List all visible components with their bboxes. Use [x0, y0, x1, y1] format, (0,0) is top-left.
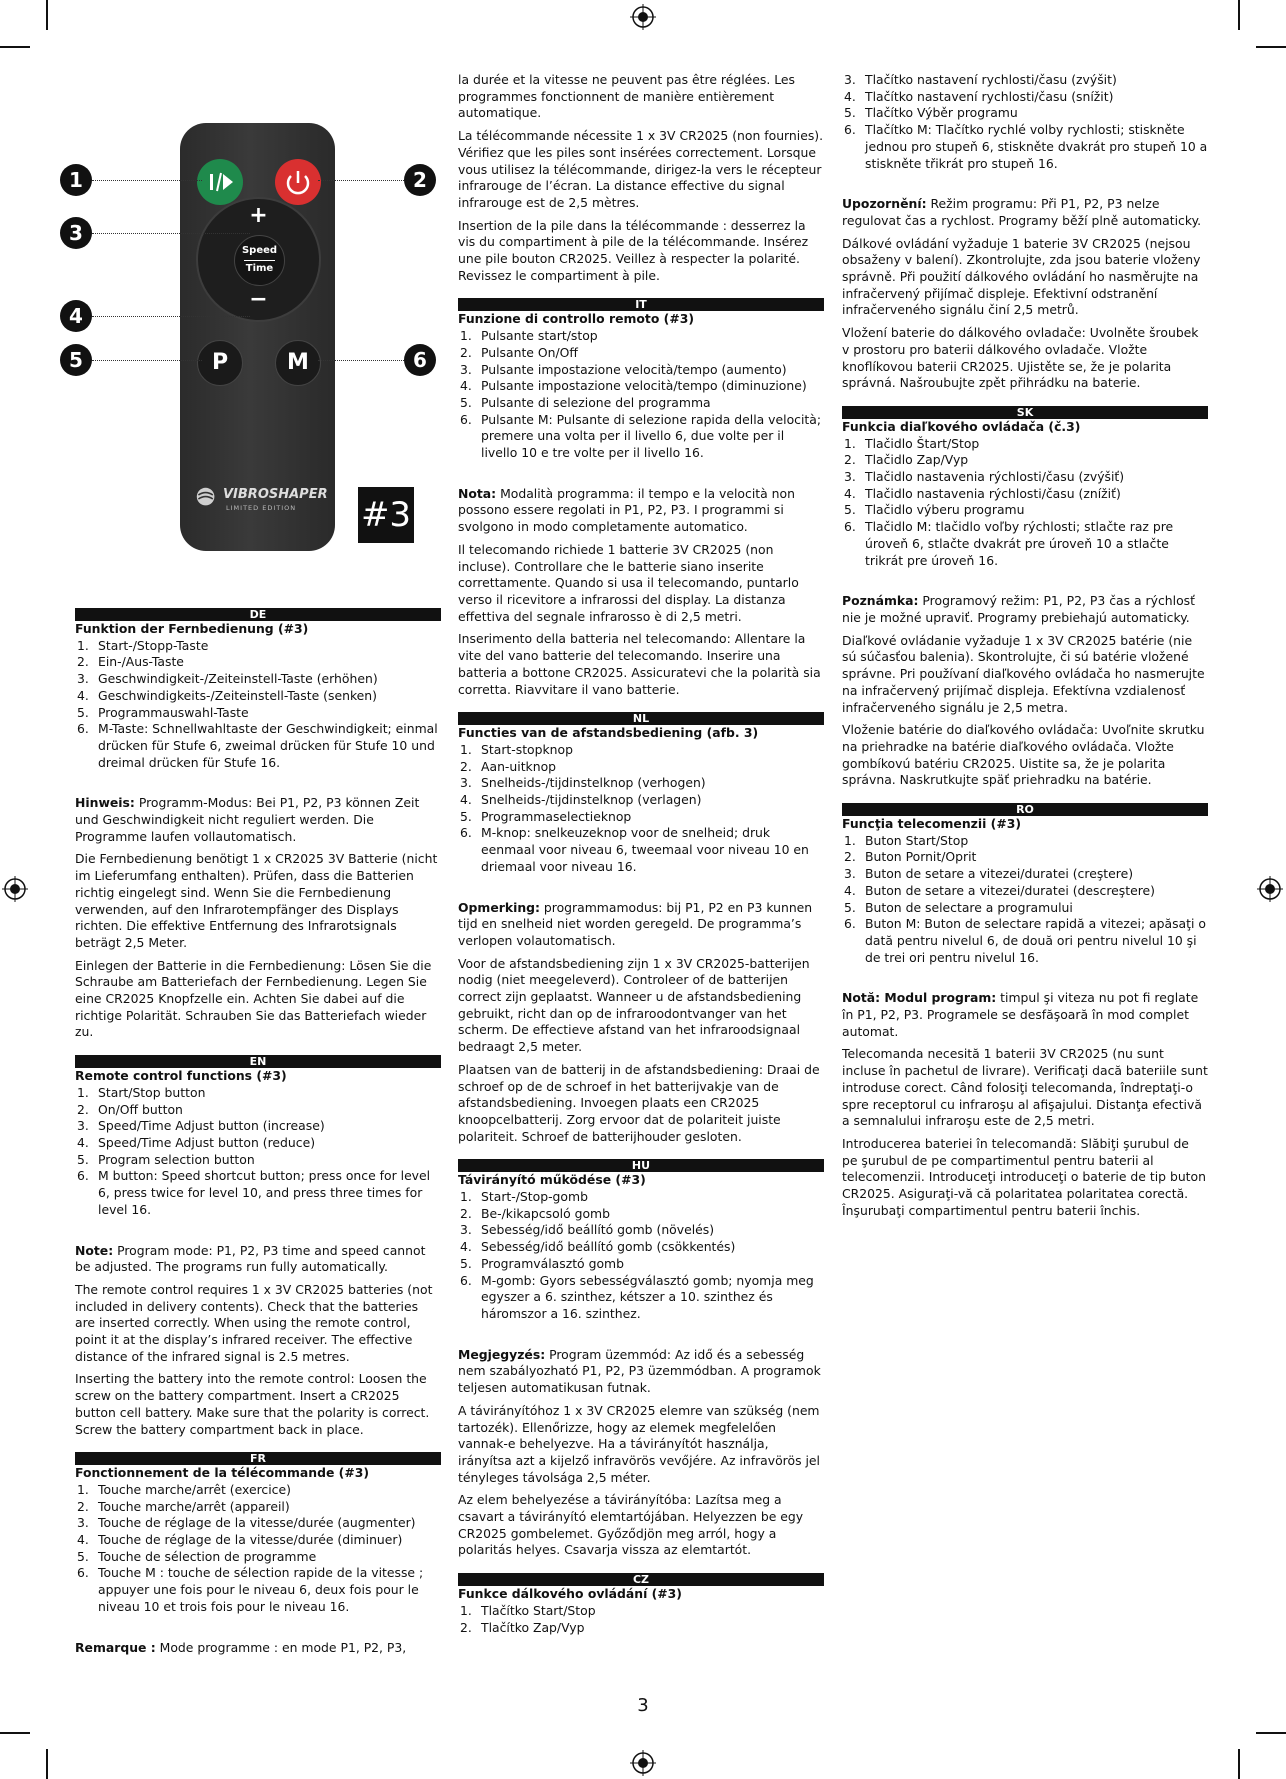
paragraph: Insertion de la pile dans la télécommande : desserrez la vis du compartiment à pile de la télécommande. Insérez une pile bouton CR2025. Veillez à respecter la polarité. Revissez le compartiment à pile.: [458, 217, 809, 283]
list-item: 5. Program selection button: [77, 1151, 255, 1167]
crop-mark: [1238, 1749, 1240, 1779]
crop-mark: [1238, 0, 1240, 30]
paragraph: La télécommande nécessite 1 x 3V CR2025 (non fournies). Vérifiez que les piles sont insérées correctement. Lorsque vous utilisez la télécommande, dirigez-la vers le récepteur infrarouge de l’écran. La distance effective du signal infrarouge est de 2,5 mètres.: [458, 128, 824, 210]
list-item: 6. M-Taste: Schnellwahltaste der Geschwindigkeit; einmal drücken für Stufe 6, zweimal drücken für Stufe 10 und dreimal drücken für Stufe 16.: [77, 721, 438, 770]
paragraph: Introducerea bateriei în telecomandă: Slăbiţi şurubul de pe şurubul de pe compartimentul pentru baterii al telecomenzii. Introduceţi introduceţi o baterie de tip buton CR2025. Asiguraţi-vă că polaritatea polaritatea corectă. Înşurubaţi compartimentul pentru baterii închis.: [842, 1135, 1206, 1218]
note-paragraph: Notă: Modul program: timpul şi viteza nu pot fi reglate în P1, P2, P3. Programele se desfăşoară în mod complet automat.: [842, 990, 1199, 1039]
section-nl: [458, 712, 824, 1145]
list-item: 5. Programmaselectieknop: [460, 808, 632, 824]
function-list: [842, 72, 1208, 172]
paragraph: Il telecomando richiede 1 batterie 3V CR2025 (non incluse). Controllare che le batterie siano inserite correttamente. Quando si usa il telecomando, puntarlo verso il ricevitore a infrarossi del display. La distanza effettiva del segnale infrarosso è di 2,5 metri.: [458, 541, 799, 624]
function-list: [458, 742, 824, 876]
note-paragraph: Note: Program mode: P1, P2, P3 time and speed cannot be adjusted. The programs run fully automatically.: [75, 1242, 426, 1275]
paragraph: A távirányítóhoz 1 x 3V CR2025 elemre van szükség (nem tartozék). Ellenőrizze, hogy az elemek megfelelően vannak-e behelyezve. Ha a távirányítót használja, irányítsa azt a kijelző infravörös vevőjére. Az infravörös jel tényleges távolsága 2,5 méter.: [458, 1402, 820, 1485]
callout-5: 5: [60, 344, 92, 376]
leader-line: [318, 180, 404, 181]
list-item: 4. Tlačidlo nastavenia rýchlosti/času (znížiť): [844, 485, 1121, 501]
paragraph: Dálkové ovládání vyžaduje 1 baterie 3V CR2025 (nejsou obsaženy v balení). Zkontrolujte, zda jsou baterie vloženy správně. Při použití dálkového ovládání ho nasměrujte na infračervený přijímač displeje. Efektivní odstranění infračerveného signálu činí 2,5 metrů.: [842, 235, 1201, 318]
section-fr-continued: [458, 72, 824, 284]
list-item: 6. Tlačítko M: Tlačítko rychlé volby rychlosti; stiskněte jednou pro stupeň 6, stiskněte dvakrát pro stupeň 10 a stiskněte třikrát pro stupeň 16.: [844, 122, 1208, 171]
list-item: 3. Buton de setare a vitezei/duratei (creştere): [844, 866, 1134, 882]
section-ro: [842, 803, 1208, 1219]
figure-number: #3: [358, 487, 414, 543]
list-item: 6. M-gomb: Gyors sebességválasztó gomb; nyomja meg egyszer a 6. szinthez, kétszer a 10. szinthez és háromszor a 16. szinthez.: [460, 1272, 814, 1321]
list-item: 3. Geschwindigkeit-/Zeiteinstell-Taste (erhöhen): [77, 671, 378, 687]
note-paragraph: Upozornění: Režim programu: Při P1, P2, P3 nelze regulovat čas a rychlost. Programy běží plně automaticky.: [842, 196, 1202, 228]
brand-name: VIBROSHAPER: [223, 487, 328, 502]
list-item: 4. Buton de setare a vitezei/duratei (descreştere): [844, 882, 1155, 898]
page-number: 3: [637, 1695, 649, 1716]
m-button: [275, 340, 321, 386]
list-item: 3. Pulsante impostazione velocità/tempo (aumento): [460, 361, 787, 377]
increase-label: +: [249, 203, 268, 228]
list-item: 6. Tlačidlo M: tlačidlo voľby rýchlosti; stlačte raz pre úroveň 6, stlačte dvakrát pre úroveň 10 a stlačte trikrát pre úroveň 16.: [844, 519, 1174, 568]
function-list: [458, 1603, 824, 1636]
function-list: [75, 1482, 441, 1616]
list-item: 5. Tlačítko Výběr programu: [844, 105, 1018, 121]
note-paragraph: Poznámka: Programový režim: P1, P2, P3 čas a rýchlosť nie je možné upraviť. Programy prebiehajú automaticky.: [842, 593, 1195, 625]
list-item: 5. Pulsante di selezione del programma: [460, 394, 711, 410]
list-item: 5. Programválasztó gomb: [460, 1255, 624, 1271]
speed-label: Speed: [241, 245, 278, 256]
section-title: Funktion der Fernbedienung (#3): [75, 621, 309, 636]
crop-mark: [46, 1749, 48, 1779]
language-bar: HU: [458, 1159, 824, 1172]
list-item: 3. Sebesség/idő beállító gomb (növelés): [460, 1222, 715, 1238]
paragraph: The remote control requires 1 x 3V CR2025 batteries (not included in delivery contents). Check that the batteries are inserted correctly. When using the remote control, point it at the display’s infrared receiver. The effective distance of the infrared signal is 2.5 metres.: [75, 1281, 433, 1364]
column-3: [842, 72, 1208, 1233]
list-item: 3. Tlačítko nastavení rychlosti/času (zvýšit): [844, 72, 1117, 87]
list-item: 5. Buton de selectare a programului: [844, 899, 1073, 915]
crop-mark: [0, 46, 30, 48]
program-button-label: P: [211, 350, 229, 375]
section-title: Functies van de afstandsbediening (afb. 3): [458, 725, 759, 741]
function-list: [75, 638, 441, 772]
section-cz-continued: [842, 72, 1208, 392]
paragraph: Einlegen der Batterie in die Fernbedienung: Lösen Sie die Schraube am Batteriefach der Fernbedienung. Legen Sie eine CR2025 Knopfzelle ein. Achten Sie dabei auf die richtige Polarität. Schrauben Sie das Batteriefach wieder zu.: [75, 957, 432, 1040]
list-item: 6. Touche M : touche de sélection rapide de la vitesse ; appuyer une fois pour le niveau 6, deux fois pour le niveau 10 et trois fois pour le niveau 16.: [77, 1565, 424, 1614]
crop-mark: [0, 1732, 30, 1734]
list-item: 4. Speed/Time Adjust button (reduce): [77, 1134, 316, 1150]
language-bar: IT: [458, 298, 824, 311]
speed-time-dial: [196, 197, 321, 322]
function-list: [458, 328, 824, 462]
paragraph: Plaatsen van de batterij in de afstandsbediening: Draai de schroef op de de schroef in het batterijvakje van de afstandsbediening. Invoegen plaats een CR2025 knoopcelbatterij. Zorg ervoor dat de polariteit juiste polariteit. Schroef de batterijhouder gesloten.: [458, 1061, 820, 1144]
start-stop-icon: [197, 159, 243, 205]
list-item: 2. Aan-uitknop: [460, 758, 557, 774]
registration-mark-icon: [2, 876, 28, 902]
section-cz: [458, 1573, 824, 1636]
list-item: 5. Touche de sélection de programme: [77, 1548, 317, 1564]
list-item: 2. Pulsante On/Off: [460, 344, 578, 360]
power-icon: [275, 159, 321, 205]
language-bar: SK: [842, 406, 1208, 419]
paragraph: la durée et la vitesse ne peuvent pas être réglées. Les programmes fonctionnent de manière entièrement automatique.: [458, 72, 795, 121]
list-item: 3. Snelheids-/tijdinstelknop (verhogen): [460, 775, 706, 791]
note-paragraph: Opmerking: programmamodus: bij P1, P2 en P3 kunnen tijd en snelheid niet worden geregeld. De programma’s verlopen volautomatisch.: [458, 899, 813, 948]
list-item: 1. Start-/Stop-gomb: [460, 1189, 588, 1205]
list-item: 1. Start-stopknop: [460, 741, 573, 757]
list-item: 3. Touche de réglage de la vitesse/durée (augmenter): [77, 1515, 416, 1531]
list-item: 2. Tlačítko Zap/Vyp: [460, 1619, 585, 1635]
list-item: 4. Snelheids-/tijdinstelknop (verlagen): [460, 792, 702, 808]
leader-line: [92, 180, 202, 181]
function-list: [842, 833, 1208, 967]
leader-line: [92, 316, 250, 317]
paragraph: Telecomanda necesită 1 baterii 3V CR2025 (nu sunt incluse în pachetul de livrare). Verificaţi dacă bateriile sunt introduse corect. Când folosiţi telecomanda, îndreptaţi-o spre receptorul cu infraroşu al afişajului. Distanţa efectivă a semnalului infraroşu este de 2,5 metri.: [842, 1046, 1208, 1129]
registration-mark-icon: [630, 1750, 656, 1776]
registration-mark-icon: [1257, 876, 1283, 902]
language-bar: EN: [75, 1055, 441, 1068]
list-item: 1. Touche marche/arrêt (exercice): [77, 1481, 291, 1497]
section-fr: [75, 1452, 441, 1656]
list-item: 4. Tlačítko nastavení rychlosti/času (snížit): [844, 88, 1114, 104]
section-it: [458, 298, 824, 698]
paragraph: Inserimento della batteria nel telecomando: Allentare la vite del vano batterie del telecomando. Inserire una batteria a bottone CR2025. Assicuratevi che la polarità sia corretta. Riavvitare il vano batterie.: [458, 631, 821, 697]
note-paragraph: Nota: Modalità programma: il tempo e la velocità non possono essere regolati in P1, P2, P3. I programmi si svolgono in modo completamente automatico.: [458, 485, 795, 535]
start-stop-button: [197, 159, 243, 205]
callout-6: 6: [404, 344, 436, 376]
note-paragraph: Remarque : Mode programme : en mode P1, P2, P3,: [75, 1639, 407, 1655]
leader-line: [92, 233, 250, 234]
column-1: [75, 608, 441, 1670]
callout-4: 4: [60, 300, 92, 332]
callout-2: 2: [404, 164, 436, 196]
language-bar: DE: [75, 608, 441, 621]
remote-control-figure: [60, 115, 440, 555]
function-list: [842, 436, 1208, 570]
power-button: [275, 159, 321, 205]
section-hu: [458, 1159, 824, 1559]
paragraph: Inserting the battery into the remote control: Loosen the screw on the battery compartment. Insert a CR2025 button cell battery. Make sure that the polarity is correct. Screw the battery compartment back in place.: [75, 1371, 430, 1437]
list-item: 4. Pulsante impostazione velocità/tempo (diminuzione): [460, 378, 807, 394]
list-item: 5. Tlačidlo výberu programu: [844, 502, 1025, 518]
leader-line: [92, 360, 202, 361]
callout-1: 1: [60, 164, 92, 196]
list-item: 1. Start/Stop button: [77, 1084, 206, 1100]
function-list: [458, 1189, 824, 1323]
list-item: 6. Buton M: Buton de selectare rapidă a vitezei; apăsaţi o dată pentru nivelul 6, de două ori pentru nivelul 10 şi de trei ori pentru nivelul 16.: [844, 916, 1206, 965]
registration-mark-icon: [630, 4, 656, 30]
language-bar: RO: [842, 803, 1208, 816]
list-item: 2. Tlačidlo Zap/Vyp: [844, 452, 969, 468]
paragraph: Voor de afstandsbediening zijn 1 x 3V CR2025-batterijen nodig (niet meegeleverd). Controleer of de batterijen correct zijn geplaatst. Wanneer u de afstandsbediening gebruikt, richt dan op de infraroodontvanger van het scherm. De effectieve afstand van het infraroodsignaal bedraagt 2,5 meter.: [458, 955, 810, 1055]
list-item: 3. Speed/Time Adjust button (increase): [77, 1118, 325, 1134]
language-bar: NL: [458, 712, 824, 725]
list-item: 5. Programmauswahl-Taste: [77, 704, 249, 720]
crop-mark: [1256, 46, 1286, 48]
paragraph: Az elem behelyezése a távirányítóba: Lazítsa meg a csavart a távirányító elemtartójában. Helyezzen be egy CR2025 gombelemet. Győződjön meg arról, hogy a polaritás helyes. Csavarja vissza az elemtartót.: [458, 1492, 804, 1558]
section-title: Fonctionnement de la télécommande (#3): [75, 1465, 370, 1481]
list-item: 2. Ein-/Aus-Taste: [77, 654, 184, 670]
list-item: 4. Geschwindigkeits-/Zeiteinstell-Taste (senken): [77, 687, 377, 703]
list-item: 4. Touche de réglage de la vitesse/durée (diminuer): [77, 1532, 403, 1548]
speed-time-center: [234, 235, 285, 286]
function-list: [75, 1085, 441, 1219]
section-title: Funkcia diaľkového ovládača (č.3): [842, 418, 1081, 434]
section-title: Funkce dálkového ovládání (#3): [458, 1586, 682, 1602]
list-item: 2. Touche marche/arrêt (appareil): [77, 1498, 290, 1514]
paragraph: Die Fernbedienung benötigt 1 x CR2025 3V Batterie (nicht im Lieferumfang enthalten). Prüfen, dass die Batterien richtig eingelegt sind. Wenn Sie die Fernbedienung verwenden, auf den Infrarotempfänger des Displays richten. Die effektive Entfernung des Infrarotsignals beträgt 2,5 Meter.: [75, 851, 438, 950]
decrease-label: −: [249, 287, 268, 312]
list-item: 1. Tlačidlo Štart/Stop: [844, 435, 980, 451]
leader-line: [318, 360, 404, 361]
list-item: 1. Buton Start/Stop: [844, 832, 969, 848]
list-item: 6. M button: Speed shortcut button; press once for level 6, press twice for level 10, and press three times for level 16.: [77, 1168, 431, 1217]
list-item: 2. On/Off button: [77, 1101, 183, 1117]
language-bar: FR: [75, 1452, 441, 1465]
note-paragraph: Megjegyzés: Program üzemmód: Az idő és a sebesség nem szabályozható P1, P2, P3 üzemmódban. A programok teljesen automatikusan futnak.: [458, 1346, 821, 1396]
section-title: Funcţia telecomenzii (#3): [842, 816, 1021, 832]
list-item: 1. Pulsante start/stop: [460, 328, 598, 344]
list-item: 6. M-knop: snelkeuzeknop voor de snelheid; druk eenmaal voor niveau 6, tweemaal voor niveau 10 en driemaal voor niveau 16.: [460, 825, 809, 874]
list-item: 1. Start-/Stopp-Taste: [77, 637, 209, 653]
time-label: Time: [245, 263, 274, 274]
list-item: 2. Buton Pornit/Oprit: [844, 849, 977, 865]
language-bar: CZ: [458, 1573, 824, 1586]
paragraph: Vložení baterie do dálkového ovladače: Uvolněte šroubek v prostoru pro baterii dálkového ovladače. Vložte knoflíkovou baterii CR2025. Ujistěte se, že je polarita správná. Našroubujte zpět přihrádku na baterie.: [842, 325, 1199, 391]
paragraph: Diaľkové ovládanie vyžaduje 1 x 3V CR2025 batérie (nie sú súčasťou balenia). Skontrolujte, či sú batérie vložené správne. Pri používaní diaľkového ovládača ho nasmerujte na infračervený prijímač displeja. Efektívna vzdialenosť infračerveného signálu je 2,5 metra.: [842, 632, 1205, 715]
program-button: [197, 340, 243, 386]
section-de: [75, 608, 441, 1041]
section-title: Funzione di controllo remoto (#3): [458, 311, 694, 327]
section-sk: [842, 406, 1208, 789]
crop-mark: [46, 0, 48, 30]
section-en: [75, 1055, 441, 1438]
list-item: 3. Tlačidlo nastavenia rýchlosti/času (zvýšiť): [844, 469, 1125, 485]
brand-edition: LIMITED EDITION: [226, 504, 297, 512]
column-2: [458, 72, 824, 1650]
note-paragraph: Hinweis: Programm-Modus: Bei P1, P2, P3 können Zeit und Geschwindigkeit nicht reguliert werden. Die Programme laufen vollautomatisch.: [75, 795, 420, 844]
brand-logo: [196, 485, 326, 515]
list-item: 2. Be-/kikapcsoló gomb: [460, 1205, 610, 1221]
list-item: 1. Tlačítko Start/Stop: [460, 1602, 596, 1618]
crop-mark: [1256, 1732, 1286, 1734]
callout-3: 3: [60, 217, 92, 249]
m-button-label: M: [287, 350, 309, 375]
section-title: Remote control functions (#3): [75, 1068, 287, 1084]
section-title: Távirányító működése (#3): [458, 1172, 646, 1188]
list-item: 6. Pulsante M: Pulsante di selezione rapida della velocità; premere una volta per il livello 6, due volte per il livello 10 e tre volte per il livello 16.: [460, 411, 822, 461]
paragraph: Vloženie batérie do diaľkového ovládača: Uvoľnite skrutku na priehradke na batérie diaľkového ovládača. Vložte gombíkovú batériu CR2025. Uistite sa, že je polarita správna. Naskrutkujte späť priehradku na batérie.: [842, 722, 1205, 788]
list-item: 4. Sebesség/idő beállító gomb (csökkentés): [460, 1239, 736, 1255]
